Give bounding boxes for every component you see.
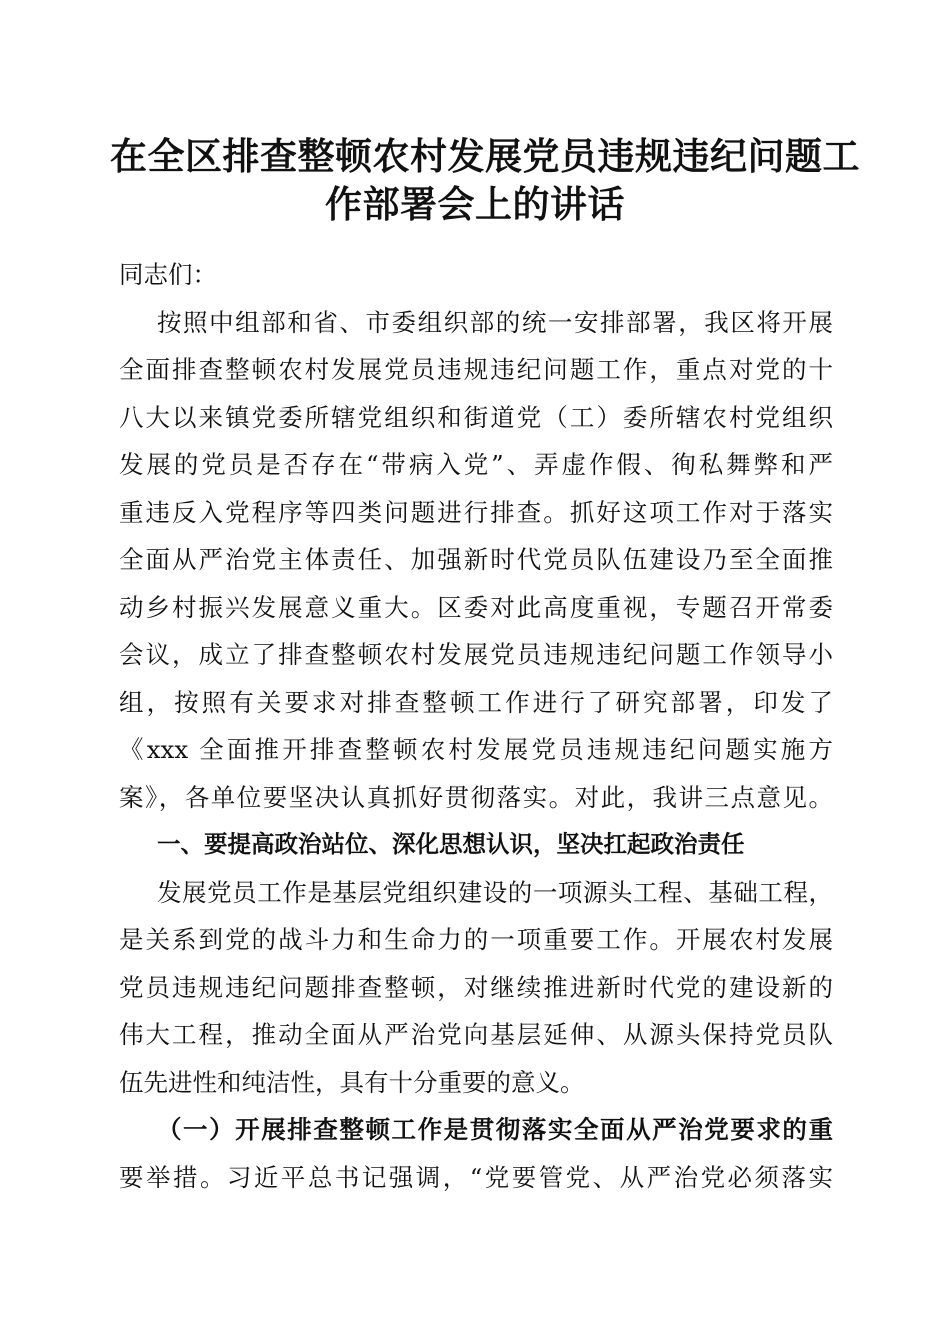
intro-line: 发展的党员是否存在“带病入党”、弄虚作假、徇私舞弊和严	[119, 450, 833, 479]
intro-line: 组，按照有关要求对排查整顿工作进行了研究部署，印发了	[119, 687, 833, 717]
section-line: 党员违规违纪问题排查整顿，对继续推进新时代党的建设新的	[119, 972, 833, 1002]
intro-line: 全面从严治党主体责任、加强新时代党员队伍建设乃至全面推	[119, 545, 833, 574]
section-line: 是关系到党的战斗力和生命力的一项重要工作。开展农村发展	[119, 925, 833, 954]
document-body	[119, 251, 833, 1201]
intro-line: 重违反入党程序等四类问题进行排查。抓好这项工作对于落实	[119, 497, 833, 527]
intro-line: 全面排查整顿农村发展党员违规违纪问题工作，重点对党的十	[119, 355, 833, 384]
intro-line: 会议，成立了排查整顿农村发展党员违规违纪问题工作领导小	[119, 640, 833, 669]
intro-line: 动乡村振兴发展意义重大。区委对此高度重视，专题召开常委	[119, 592, 833, 622]
intro-line: 案》，各单位要坚决认真抓好贯彻落实。对此，我讲三点意见。	[119, 782, 833, 812]
section-heading: 一、要提高政治站位、深化思想认识，坚决扛起政治责任	[157, 830, 745, 858]
intro-line: 八大以来镇党委所辖党组织和街道党（工）委所辖农村党组织	[119, 402, 833, 432]
section-line: 伍先进性和纯洁性，具有十分重要的意义。	[119, 1067, 585, 1097]
section-line: 伟大工程，推动全面从严治党向基层延伸、从源头保持党员队	[119, 1020, 833, 1049]
document-title	[110, 132, 860, 228]
title-line-1: 在全区排查整顿农村发展党员违规违纪问题工	[110, 134, 860, 178]
intro-line: 《xxx 全面推开排查整顿农村发展党员违规违纪问题实施方	[119, 735, 833, 764]
subsection-line: 要举措。习近平总书记强调，“党要管党、从严治党必须落实	[119, 1162, 833, 1192]
salutation: 同志们：	[119, 260, 217, 289]
title-line-2: 作部署会上的讲话	[325, 182, 625, 226]
subsection-line: （一）开展排查整顿工作是贯彻落实全面从严治党要求的重	[157, 1115, 833, 1144]
intro-line: 按照中组部和省、市委组织部的统一安排部署，我区将开展	[157, 307, 833, 337]
section-line: 发展党员工作是基层党组织建设的一项源头工程、基础工程，	[157, 877, 833, 907]
